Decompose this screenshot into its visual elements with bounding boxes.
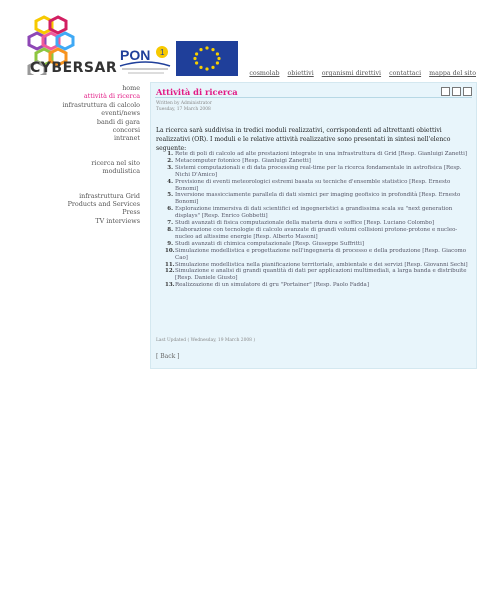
back-link[interactable]: [ Back ]	[156, 353, 180, 360]
list-item: 12. Simulazione e analisi di grandi quantità di dati per applicazioni multimediali, a larga banda e distribuite [Resp. Daniele Giusto]	[165, 268, 470, 282]
sidebar-item-press[interactable]: Press	[122, 208, 140, 217]
sidebar-item-intranet[interactable]: intranet	[113, 134, 140, 143]
logo-text: CYBERSAR	[30, 60, 118, 76]
sidebar-item-concorsi[interactable]: concorsi	[112, 126, 140, 135]
sidebar-item-home[interactable]: home	[122, 84, 140, 92]
list-item: 4. Previsione di eventi meteorologici estremi basata su tecniche d'ensemble statistico [Resp. Ernesto Bonomi]	[165, 179, 470, 193]
sidebar-item-eventi-news[interactable]: eventi/news	[101, 109, 140, 118]
topnav-cosmolab[interactable]: cosmolab	[249, 70, 280, 77]
header	[0, 0, 500, 80]
article-date: Tuesday, 17 March 2008	[156, 107, 211, 112]
topnav-mappa-del-sito[interactable]: mappa del sito	[429, 70, 476, 77]
topnav-contattaci[interactable]: contattaci	[389, 70, 422, 77]
list-item-text: Previsione di eventi meteorologici estremi basata su tecniche d'ensemble statistico [Resp. Ernesto Bonomi]	[175, 178, 451, 192]
list-item: 6. Esplorazione immersiva di dati scientifici ed ingegneristici a grandissima scala su "next generation displays" [Resp. Enrico Gobbetti]	[165, 206, 470, 220]
list-item: 2. Metacomputer fotonico [Resp. Gianluigi Zanetti]	[165, 158, 470, 165]
eu-flag	[176, 41, 238, 76]
list-item-text: Sistemi computazionali e di data processing real-time per la ricerca fondamentale in astrofisica [Resp. Nichi D'Amico]	[175, 164, 462, 178]
svg-text:PON: PON	[120, 47, 151, 63]
list-item-text: Inversione massicciamente parallela di dati sismici per imaging geofisico in profondità [Resp. Ernesto Bonomi]	[175, 192, 461, 206]
list-item-text: Simulazione modellistica e progettazione nell'ingegneria di processo e della produzione [Resp. Giacomo Cao]	[175, 247, 467, 261]
svg-text:1: 1	[160, 48, 165, 57]
list-item: 11. Simulazione modellistica nella pianificazione territoriale, ambientale e dei servizi [Resp. Giovanni Sechi]	[165, 262, 470, 269]
list-item-text: Simulazione modellistica nella pianificazione territoriale, ambientale e dei servizi [Resp. Giovanni Sechi]	[175, 261, 468, 268]
sidebar-item-tv-interviews[interactable]: TV interviews	[95, 216, 140, 225]
list-item: 5. Inversione massicciamente parallela di dati sismici per imaging geofisico in profondità [Resp. Ernesto Bonomi]	[165, 192, 470, 206]
article-panel	[150, 82, 477, 369]
article-tools	[441, 87, 472, 96]
article-meta	[156, 101, 212, 113]
print-icon[interactable]	[452, 87, 461, 96]
list-item: 7. Studi avanzati di fisica computazionale della materia dura e soffice [Resp. Luciano Colombo]	[165, 220, 470, 227]
list-item: 8. Elaborazione con tecnologie di calcolo avanzate di grandi volumi collisioni protone-protone e nucleo-nucleo ad altissime energie [Resp. Alberto Masoni]	[165, 227, 470, 241]
research-modules-list	[165, 151, 470, 289]
list-item-text: Metacomputer fotonico [Resp. Gianluigi Zanetti]	[175, 157, 311, 164]
list-item-text: Studi avanzati di chimica computazionale [Resp. Giuseppe Suffritti]	[175, 240, 364, 247]
last-updated: Last Updated ( Wednesday, 19 March 2008 )	[156, 338, 256, 343]
list-item-text: Realizzazione di un simulatore di gru "Portainer" [Resp. Paolo Fadda]	[175, 282, 369, 289]
title-divider	[155, 97, 472, 98]
sidebar	[60, 84, 140, 225]
top-navigation	[243, 70, 476, 77]
article-author: Written by Administrator	[156, 101, 212, 106]
pdf-icon[interactable]	[441, 87, 450, 96]
sidebar-item-infrastruttura-grid[interactable]: infrastruttura Grid	[79, 191, 140, 200]
email-icon[interactable]	[463, 87, 472, 96]
pon-logo	[118, 42, 174, 78]
sidebar-item-attivita-di-ricerca[interactable]: attività di ricerca	[83, 92, 140, 101]
list-item-text: Esplorazione immersiva di dati scientifici ed ingegneristici a grandissima scala su "next generation displays" [Resp. Enrico Gobbetti]	[175, 206, 453, 220]
list-item: 3. Sistemi computazionali e di data processing real-time per la ricerca fondamentale in astrofisica [Resp. Nichi D'Amico]	[165, 165, 470, 179]
list-item-text: Studi avanzati di fisica computazionale della materia dura e soffice [Resp. Luciano Colombo]	[175, 220, 435, 227]
topnav-obiettivi[interactable]: obiettivi	[287, 70, 314, 77]
list-item: 13. Realizzazione di un simulatore di gru "Portainer" [Resp. Paolo Fadda]	[165, 282, 470, 289]
list-item: 9. Studi avanzati di chimica computazionale [Resp. Giuseppe Suffritti]	[165, 241, 470, 248]
sidebar-item-bandi-di-gara[interactable]: bandi di gara	[96, 117, 140, 126]
sidebar-item-products-and-services[interactable]: Products and Services	[67, 200, 140, 209]
article-intro: La ricerca sarà suddivisa in tredici moduli realizzativi, corrispondenti ad altrettanti obiettivi realizzativi (OR). I moduli e le relative attività realizzative sono presentati in sintesi nell'elenco seguente:	[156, 127, 451, 152]
list-item-text: Rete di poli di calcolo ad alte prestazioni integrate in una infrastruttura di Grid [Resp. Gianluigi Zanetti]	[175, 151, 468, 157]
topnav-organismi-direttivi[interactable]: organismi direttivi	[321, 70, 382, 77]
list-item: 10. Simulazione modellistica e progettazione nell'ingegneria di processo e della produzione [Resp. Giacomo Cao]	[165, 248, 470, 262]
sidebar-item-infrastruttura-di-calcolo[interactable]: infrastruttura di calcolo	[62, 100, 140, 109]
list-item-text: Simulazione e analisi di grandi quantità di dati per applicazioni multimediali, a larga banda e distribuite [Resp. Daniele Giusto]	[175, 268, 467, 282]
list-item-text: Elaborazione con tecnologie di calcolo avanzate di grandi volumi collisioni protone-protone e nucleo-nucleo ad altissime energie [Resp. Alberto Masoni]	[175, 226, 458, 240]
sidebar-item-ricerca-nel-sito[interactable]: ricerca nel sito	[91, 158, 140, 167]
article-title: Attività di ricerca	[156, 87, 238, 97]
sidebar-item-modulistica[interactable]: modulistica	[102, 167, 140, 176]
list-item: 1. Rete di poli di calcolo ad alte prestazioni integrate in una infrastruttura di Grid [Resp. Gianluigi Zanetti]	[165, 151, 470, 158]
